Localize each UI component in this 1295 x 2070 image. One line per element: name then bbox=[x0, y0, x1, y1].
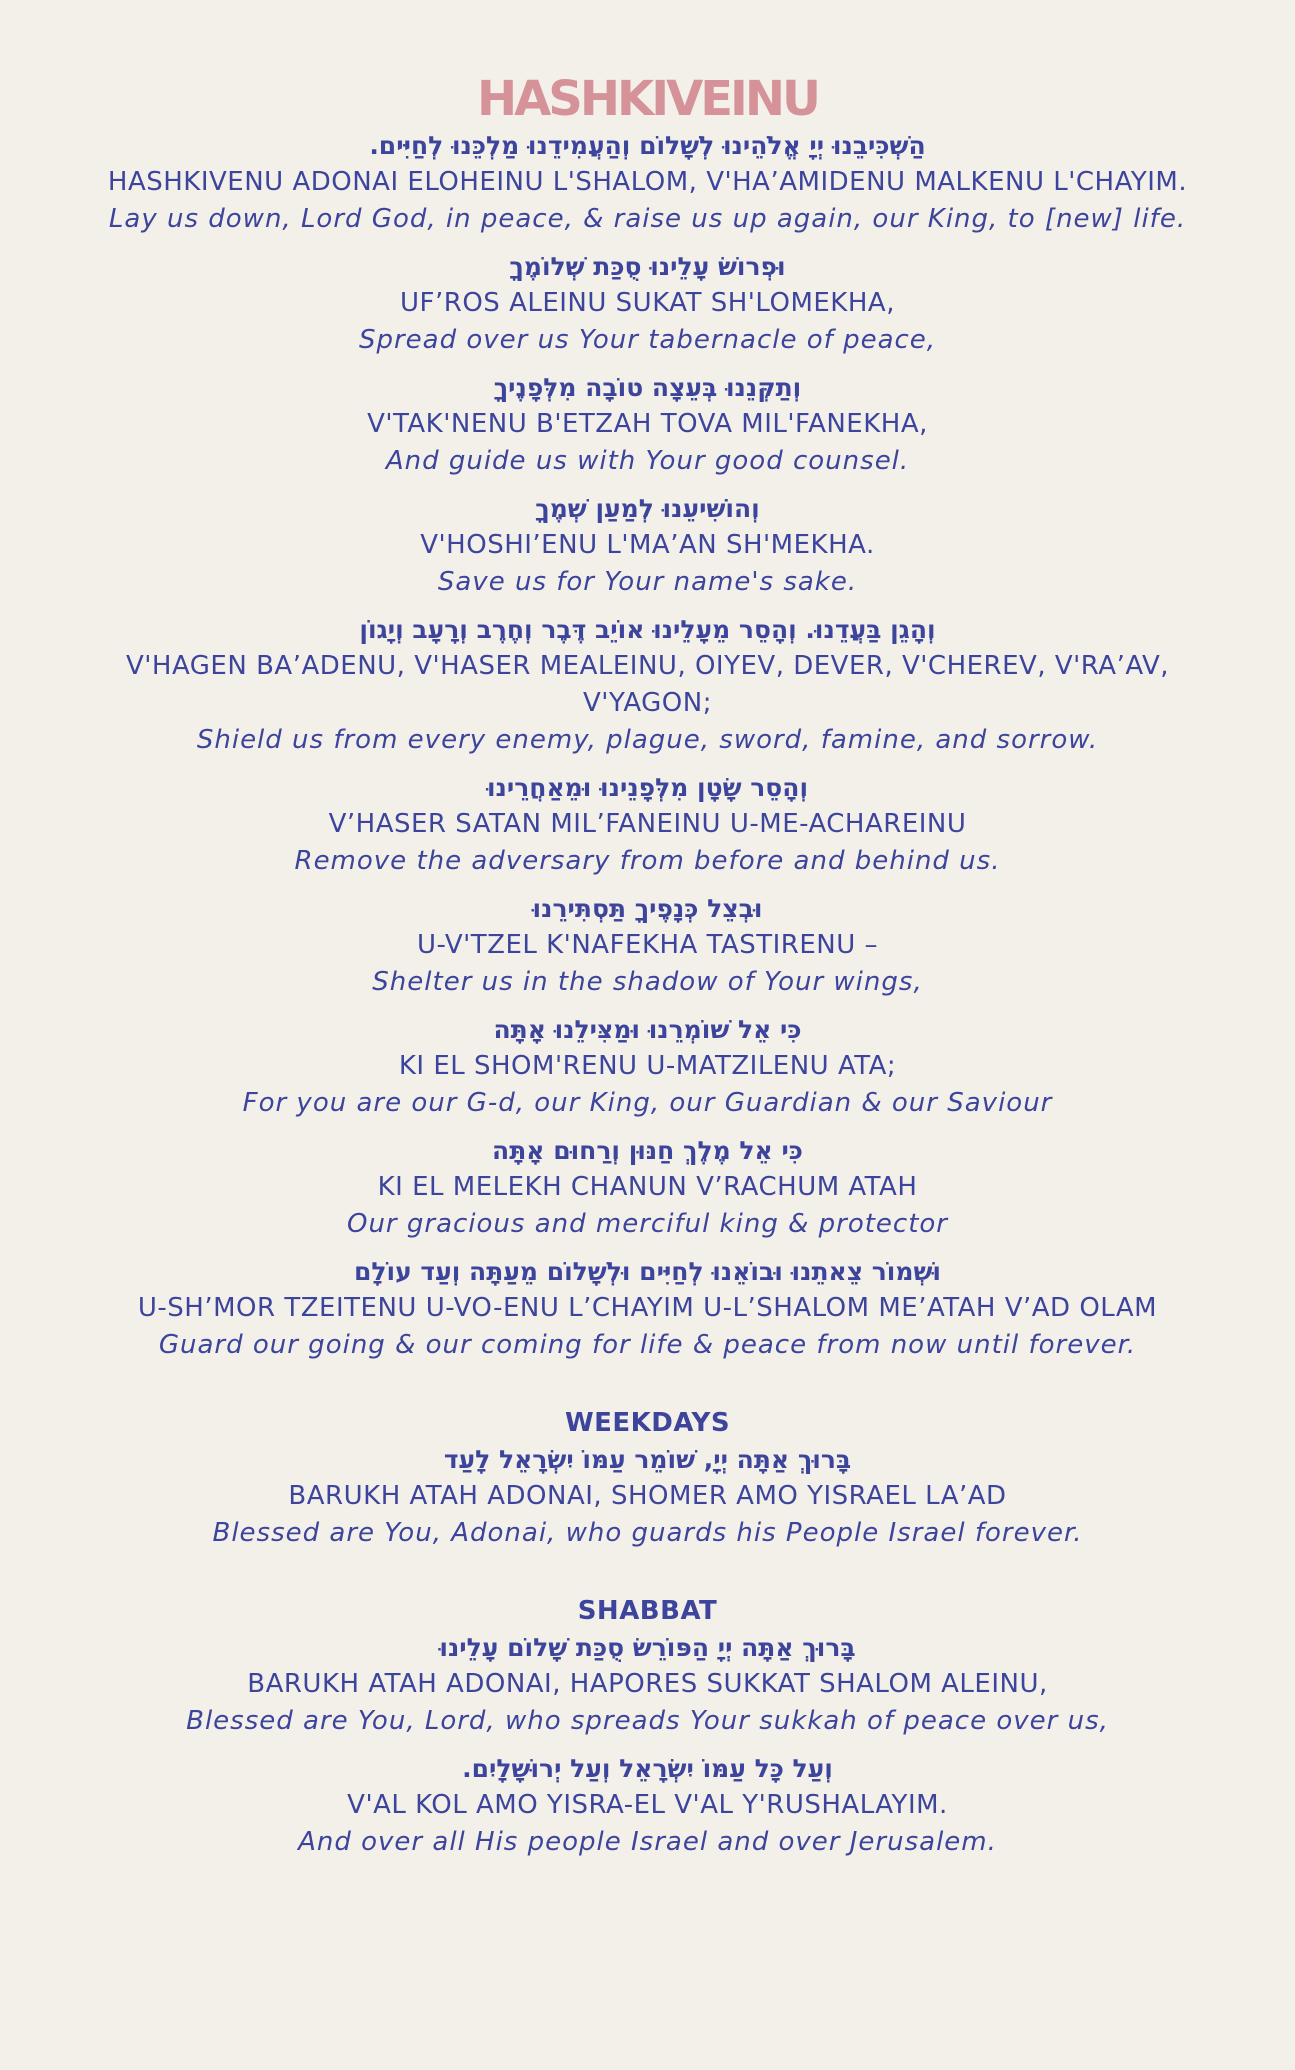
transliteration-line: UF’ROS ALEINU SUKAT SH'LOMEKHA, bbox=[400, 288, 895, 318]
transliteration-line: BARUKH ATAH ADONAI, HAPORES SUKKAT SHALOM ALEINU, bbox=[247, 1669, 1048, 1699]
verse-list bbox=[70, 128, 1225, 1364]
transliteration-line: V'HOSHI’ENU L'MA’AN SH'MEKHA. bbox=[420, 530, 875, 560]
verse-block bbox=[70, 128, 1225, 238]
verse-block bbox=[70, 370, 1225, 480]
verse-block bbox=[70, 491, 1225, 601]
hebrew-line: וְהָסֵר שָׂטָן מִלְּפָנֵינוּ וּמֵאַחֲרֵינוּ bbox=[486, 773, 809, 802]
hebrew-line: וּבְצֵל כְּנָפֶיךָ תַּסְתִּירֵנוּ bbox=[532, 894, 763, 923]
translation-line: Shelter us in the shadow of Your wings, bbox=[372, 967, 923, 997]
translation-line: For you are our G-d, our King, our Guardian & our Saviour bbox=[242, 1088, 1053, 1118]
section-heading-shabbat: SHABBAT bbox=[577, 1596, 718, 1626]
hebrew-line: בָּרוּךְ אַתָּה יְיָ הַפּוֹרֵשׂ סֻכַּת שָׁלוֹם עָלֵינוּ bbox=[439, 1633, 856, 1662]
verse-block bbox=[70, 249, 1225, 359]
hebrew-line: כִּי אֵל שׁוֹמְרֵנוּ וּמַצִּילֵנוּ אָתָּה bbox=[493, 1015, 802, 1044]
transliteration-line: KI EL SHOM'RENU U-MATZILENU ATA; bbox=[398, 1051, 897, 1081]
weekdays-section bbox=[70, 1404, 1225, 1552]
transliteration-line: HASHKIVENU ADONAI ELOHEINU L'SHALOM, V'HA’AMIDENU MALKENU L'CHAYIM. bbox=[107, 167, 1188, 197]
translation-line: Blessed are You, Adonai, who guards his People Israel forever. bbox=[212, 1518, 1083, 1548]
transliteration-line: V’HASER SATAN MIL’FANEINU U-ME-ACHAREINU bbox=[328, 809, 967, 839]
translation-line: Our gracious and merciful king & protector bbox=[346, 1209, 948, 1239]
verse-block bbox=[70, 612, 1225, 759]
translation-line: Remove the adversary from before and behind us. bbox=[294, 846, 1001, 876]
transliteration-line: BARUKH ATAH ADONAI, SHOMER AMO YISRAEL LA’AD bbox=[288, 1481, 1007, 1511]
hebrew-line: וְתַקְּנֵנוּ בְּעֵצָה טוֹבָה מִלְּפָנֶיךָ bbox=[493, 373, 802, 402]
verse-block bbox=[70, 891, 1225, 1001]
verse-block bbox=[70, 1751, 1225, 1861]
transliteration-line: V'TAK'NENU B'ETZAH TOVA MIL'FANEKHA, bbox=[367, 409, 928, 439]
verse-block bbox=[70, 1254, 1225, 1364]
shabbat-section bbox=[70, 1592, 1225, 1861]
transliteration-line: KI EL MELEKH CHANUN V’RACHUM ATAH bbox=[377, 1172, 918, 1202]
hebrew-line: וְעַל כָּל עַמּוֹ יִשְׂרָאֵל וְעַל יְרוּשָׁלָיִם. bbox=[462, 1754, 833, 1783]
page-title: HASHKIVEINU bbox=[476, 71, 819, 127]
hebrew-line: הַשְׁכִּיבֵנוּ יְיָ אֱלֹהֵינוּ לְשָׁלוֹם וְהַעֲמִידֵנוּ מַלְכֵּנוּ לְחַיִּים. bbox=[369, 131, 926, 160]
hebrew-line: וְהָגֵן בַּעֲדֵנוּ. וְהָסֵר מֵעָלֵינוּ אוֹיֵב דֶּבֶר וְחֶרֶב וְרָעָב וְיָגוֹן bbox=[359, 615, 936, 644]
translation-line: Guard our going & our coming for life & peace from now until forever. bbox=[158, 1330, 1137, 1360]
transliteration-line: V'HAGEN BA’ADENU, V'HASER MEALEINU, OIYEV, DEVER, V'CHEREV, V'RA’AV, V'YAGON; bbox=[125, 651, 1170, 718]
hebrew-line: וּפְרוֹשׂ עָלֵינוּ סֻכַּת שְׁלוֹמֶךָ bbox=[509, 252, 786, 281]
transliteration-line: U-SH’MOR TZEITENU U-VO-ENU L’CHAYIM U-L’SHALOM ME’ATAH V’AD OLAM bbox=[137, 1293, 1158, 1323]
transliteration-line: V'AL KOL AMO YISRA-EL V'AL Y'RUSHALAYIM. bbox=[347, 1790, 948, 1820]
prayer-page bbox=[0, 70, 1295, 1861]
transliteration-line: U-V'TZEL K'NAFEKHA TASTIRENU – bbox=[416, 930, 879, 960]
translation-line: Blessed are You, Lord, who spreads Your sukkah of peace over us, bbox=[186, 1706, 1109, 1736]
translation-line: Save us for Your name's sake. bbox=[437, 567, 858, 597]
translation-line: And over all His people Israel and over Jerusalem. bbox=[298, 1827, 997, 1857]
verse-block bbox=[70, 1133, 1225, 1243]
verse-block bbox=[70, 770, 1225, 880]
translation-line: Spread over us Your tabernacle of peace, bbox=[358, 325, 937, 355]
verse-block bbox=[70, 1630, 1225, 1740]
translation-line: Shield us from every enemy, plague, sword, famine, and sorrow. bbox=[196, 725, 1099, 755]
hebrew-line: בָּרוּךְ אַתָּה יְיָ, שׁוֹמֵר עַמּוֹ יִשְׂרָאֵל לָעַד bbox=[443, 1445, 852, 1474]
hebrew-line: וּשְׁמוֹר צֵאתֵנוּ וּבוֹאֵנוּ לְחַיִּים וּלְשָׁלוֹם מֵעַתָּה וְעַד עוֹלָם bbox=[353, 1257, 942, 1286]
translation-line: And guide us with Your good counsel. bbox=[385, 446, 910, 476]
hebrew-line: כִּי אֵל מֶלֶךְ חַנּוּן וְרַחוּם אָתָּה bbox=[492, 1136, 803, 1165]
verse-block bbox=[70, 1012, 1225, 1122]
section-heading-weekdays: WEEKDAYS bbox=[564, 1408, 731, 1438]
hebrew-line: וְהוֹשִׁיעֵנוּ לְמַעַן שְׁמֶךָ bbox=[535, 494, 760, 523]
translation-line: Lay us down, Lord God, in peace, & raise us up again, our King, to [new] life. bbox=[108, 204, 1187, 234]
